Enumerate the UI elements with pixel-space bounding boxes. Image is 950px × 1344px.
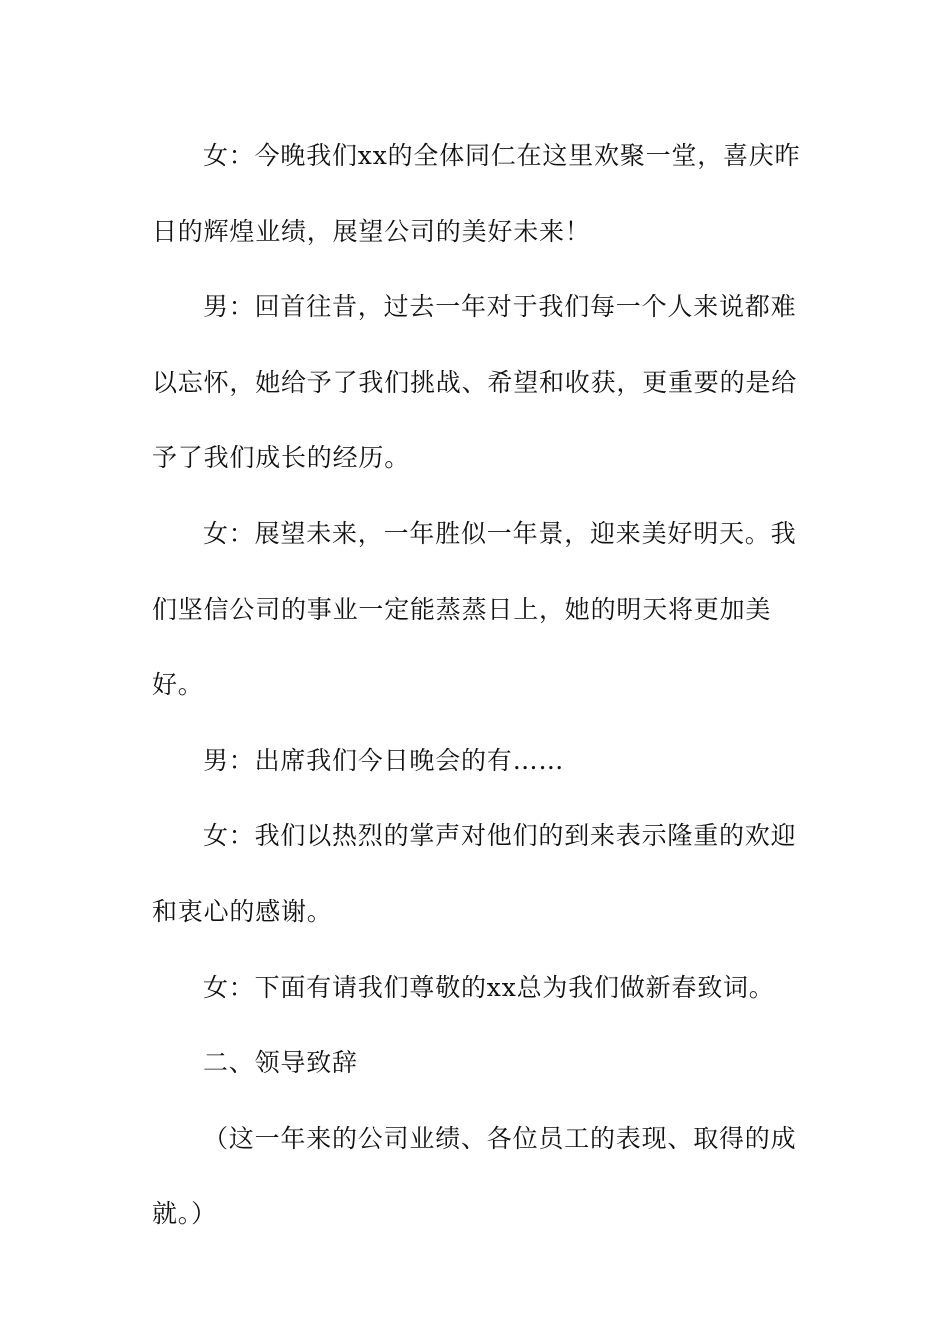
paragraph-attendees-male: 男：出席我们今日晚会的有……	[203, 745, 565, 775]
paragraph-speech-note: （这一年来的公司业绩、各位员工的表现、取得的成就。）	[152, 1123, 797, 1229]
document-body	[152, 118, 802, 1252]
paragraph-outlook-female: 女：展望未来，一年胜似一年景，迎来美好明天。我们坚信公司的事业一定能蒸蒸日上，她的明天将更加美好。	[152, 518, 797, 700]
paragraph-review-male: 男：回首往昔，过去一年对于我们每一个人来说都难以忘怀，她给予了我们挑战、希望和收获，更重要的是给予了我们成长的经历。	[152, 292, 798, 473]
paragraph-invite-speech-female: 女：下面有请我们尊敬的xx总为我们做新春致词。	[203, 972, 775, 1002]
paragraph-opening-female: 女：今晚我们xx的全体同仁在这里欢聚一堂，喜庆昨日的辉煌业绩，展望公司的美好未来！	[152, 141, 801, 246]
paragraph-welcome-female: 女：我们以热烈的掌声对他们的到来表示隆重的欢迎和衷心的感谢。	[152, 821, 797, 926]
section-heading-leader-speech: 二、领导致辞	[203, 1048, 358, 1078]
